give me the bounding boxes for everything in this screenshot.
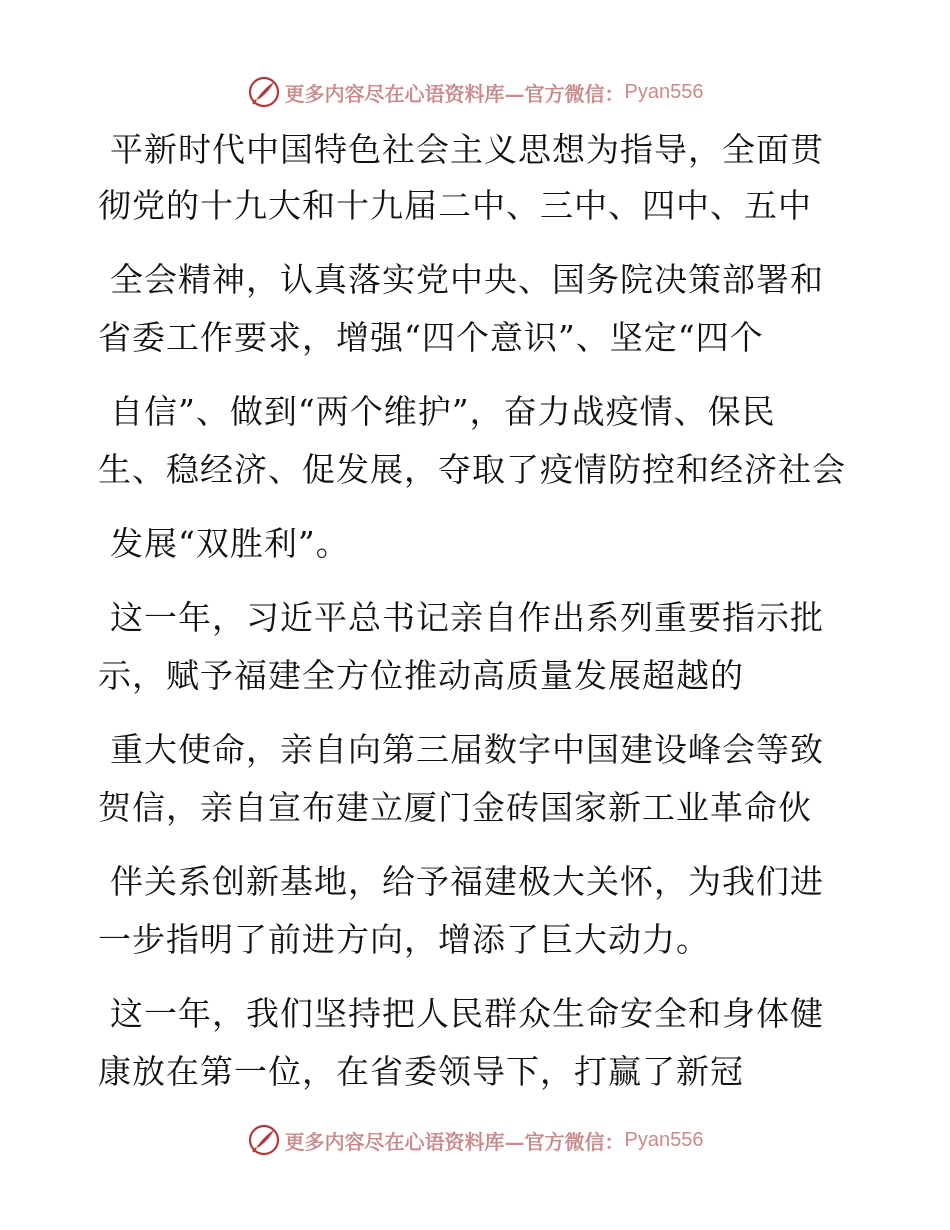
text-line: 这一年，我们坚持把人民群众生命安全和身体健 <box>110 994 824 1033</box>
text-line: 省委工作要求，增强“四个意识”、坚定“四个 <box>98 318 764 357</box>
watermark-text: 更多内容尽在心语资料库—官方微信： <box>284 81 625 106</box>
footer-watermark <box>0 1120 950 1160</box>
text-line: 全会精神，认真落实党中央、国务院决策部署和 <box>110 260 824 299</box>
text-line: 康放在第一位，在省委领导下，打赢了新冠 <box>98 1052 744 1091</box>
text-line: 发展“双胜利”。 <box>110 524 350 563</box>
watermark-text: 更多内容尽在心语资料库—官方微信： <box>284 1129 625 1154</box>
text-line: 一步指明了前进方向，增添了巨大动力。 <box>98 920 710 959</box>
watermark-wechat-id: Pyan556 <box>624 80 704 103</box>
text-line: 平新时代中国特色社会主义思想为指导，全面贯 <box>110 130 824 169</box>
text-line: 自信”、做到“两个维护”，奋力战疫情、保民 <box>110 392 776 431</box>
text-line: 这一年，习近平总书记亲自作出系列重要指示批 <box>110 598 824 637</box>
watermark-wechat-id: Pyan556 <box>624 1128 704 1151</box>
feather-pen-logo-icon <box>247 1123 281 1157</box>
text-line: 彻党的十九大和十九届二中、三中、四中、五中 <box>98 186 812 225</box>
text-line: 贺信，亲自宣布建立厦门金砖国家新工业革命伙 <box>98 788 812 827</box>
text-line: 示，赋予福建全方位推动高质量发展超越的 <box>98 656 744 695</box>
text-line: 重大使命，亲自向第三届数字中国建设峰会等致 <box>110 730 824 769</box>
text-line: 生、稳经济、促发展，夺取了疫情防控和经济社会 <box>98 450 846 489</box>
text-line: 伴关系创新基地，给予福建极大关怀，为我们进 <box>110 862 824 901</box>
